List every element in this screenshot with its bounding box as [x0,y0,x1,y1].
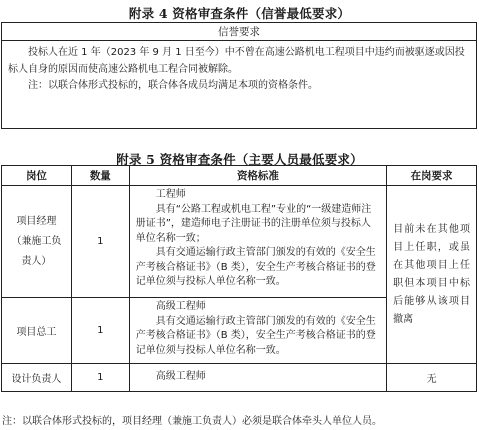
col-header-onsite: 在岗要求 [387,166,477,186]
standard-line: 具有交通运输行政主管部门颁发的有效的《安全生产考核合格证书》（B 类），安全生产考核合格证书的登记单位须与投标人单位名称一致。 [135,247,376,287]
col-header-standard: 资格标准 [129,166,386,186]
personnel-requirement-table [1,165,477,392]
credit-body [2,41,477,129]
credit-note: 注：以联合体形式投标的，联合体各成员均满足本项的资格条件。 [28,80,318,91]
standard-line: 工程师 [155,189,186,200]
count-cell: 1 [71,186,129,298]
standard-cell [129,298,386,364]
appendix4-title: 附录 4 资格审查条件（信誉最低要求） [128,6,351,21]
appendix5-note: 注：以联合体形式投标的，项目经理（兼施工负责人）必须是联合体牵头人单位人员。 [2,416,382,427]
standard-line: 具有“公路工程或机电工程”专业的“一级建造师注册证书”，建造师电子注册证书的注册单位须与投标人单位名称一致； [135,203,372,244]
onsite-cell: 无 [387,364,477,392]
standard-cell [129,364,386,392]
credit-requirement-table [1,22,477,129]
onsite-requirement-cell: 目前未在其他项目上任职，或虽在其他项目上任职但本项目中标后能够从该项目撤离 [387,186,477,364]
appendix5-title: 附录 5 资格审查条件（主要人员最低要求） [116,152,363,167]
col-header-position: 岗位 [2,166,72,186]
credit-header: 信誉要求 [2,23,477,41]
standard-line: 高级工程师 [155,371,206,383]
standard-cell [129,186,386,298]
position-cell: 项目经理（兼施工负责人） [2,186,72,298]
count-cell: 1 [71,298,129,364]
table-header-row [2,166,477,186]
position-cell: 设计负责人 [2,364,72,392]
position-cell: 项目总工 [2,298,72,364]
table-row [2,186,477,298]
standard-line: 具有交通运输行政主管部门颁发的有效的《安全生产考核合格证书》（B 类），安全生产考核合格证书的登记单位须与投标人单位名称一致。 [135,315,376,356]
col-header-count: 数量 [71,166,129,186]
standard-line: 高级工程师 [155,301,206,312]
count-cell: 1 [71,364,129,392]
table-row [2,364,477,392]
credit-paragraph: 投标人在近 1 年（2023 年 9 月 1 日至今）中不曾在高速公路机电工程项目中违约而被驱逐或因投标人自身的原因而使高速公路机电工程合同被解除。 [8,47,465,75]
